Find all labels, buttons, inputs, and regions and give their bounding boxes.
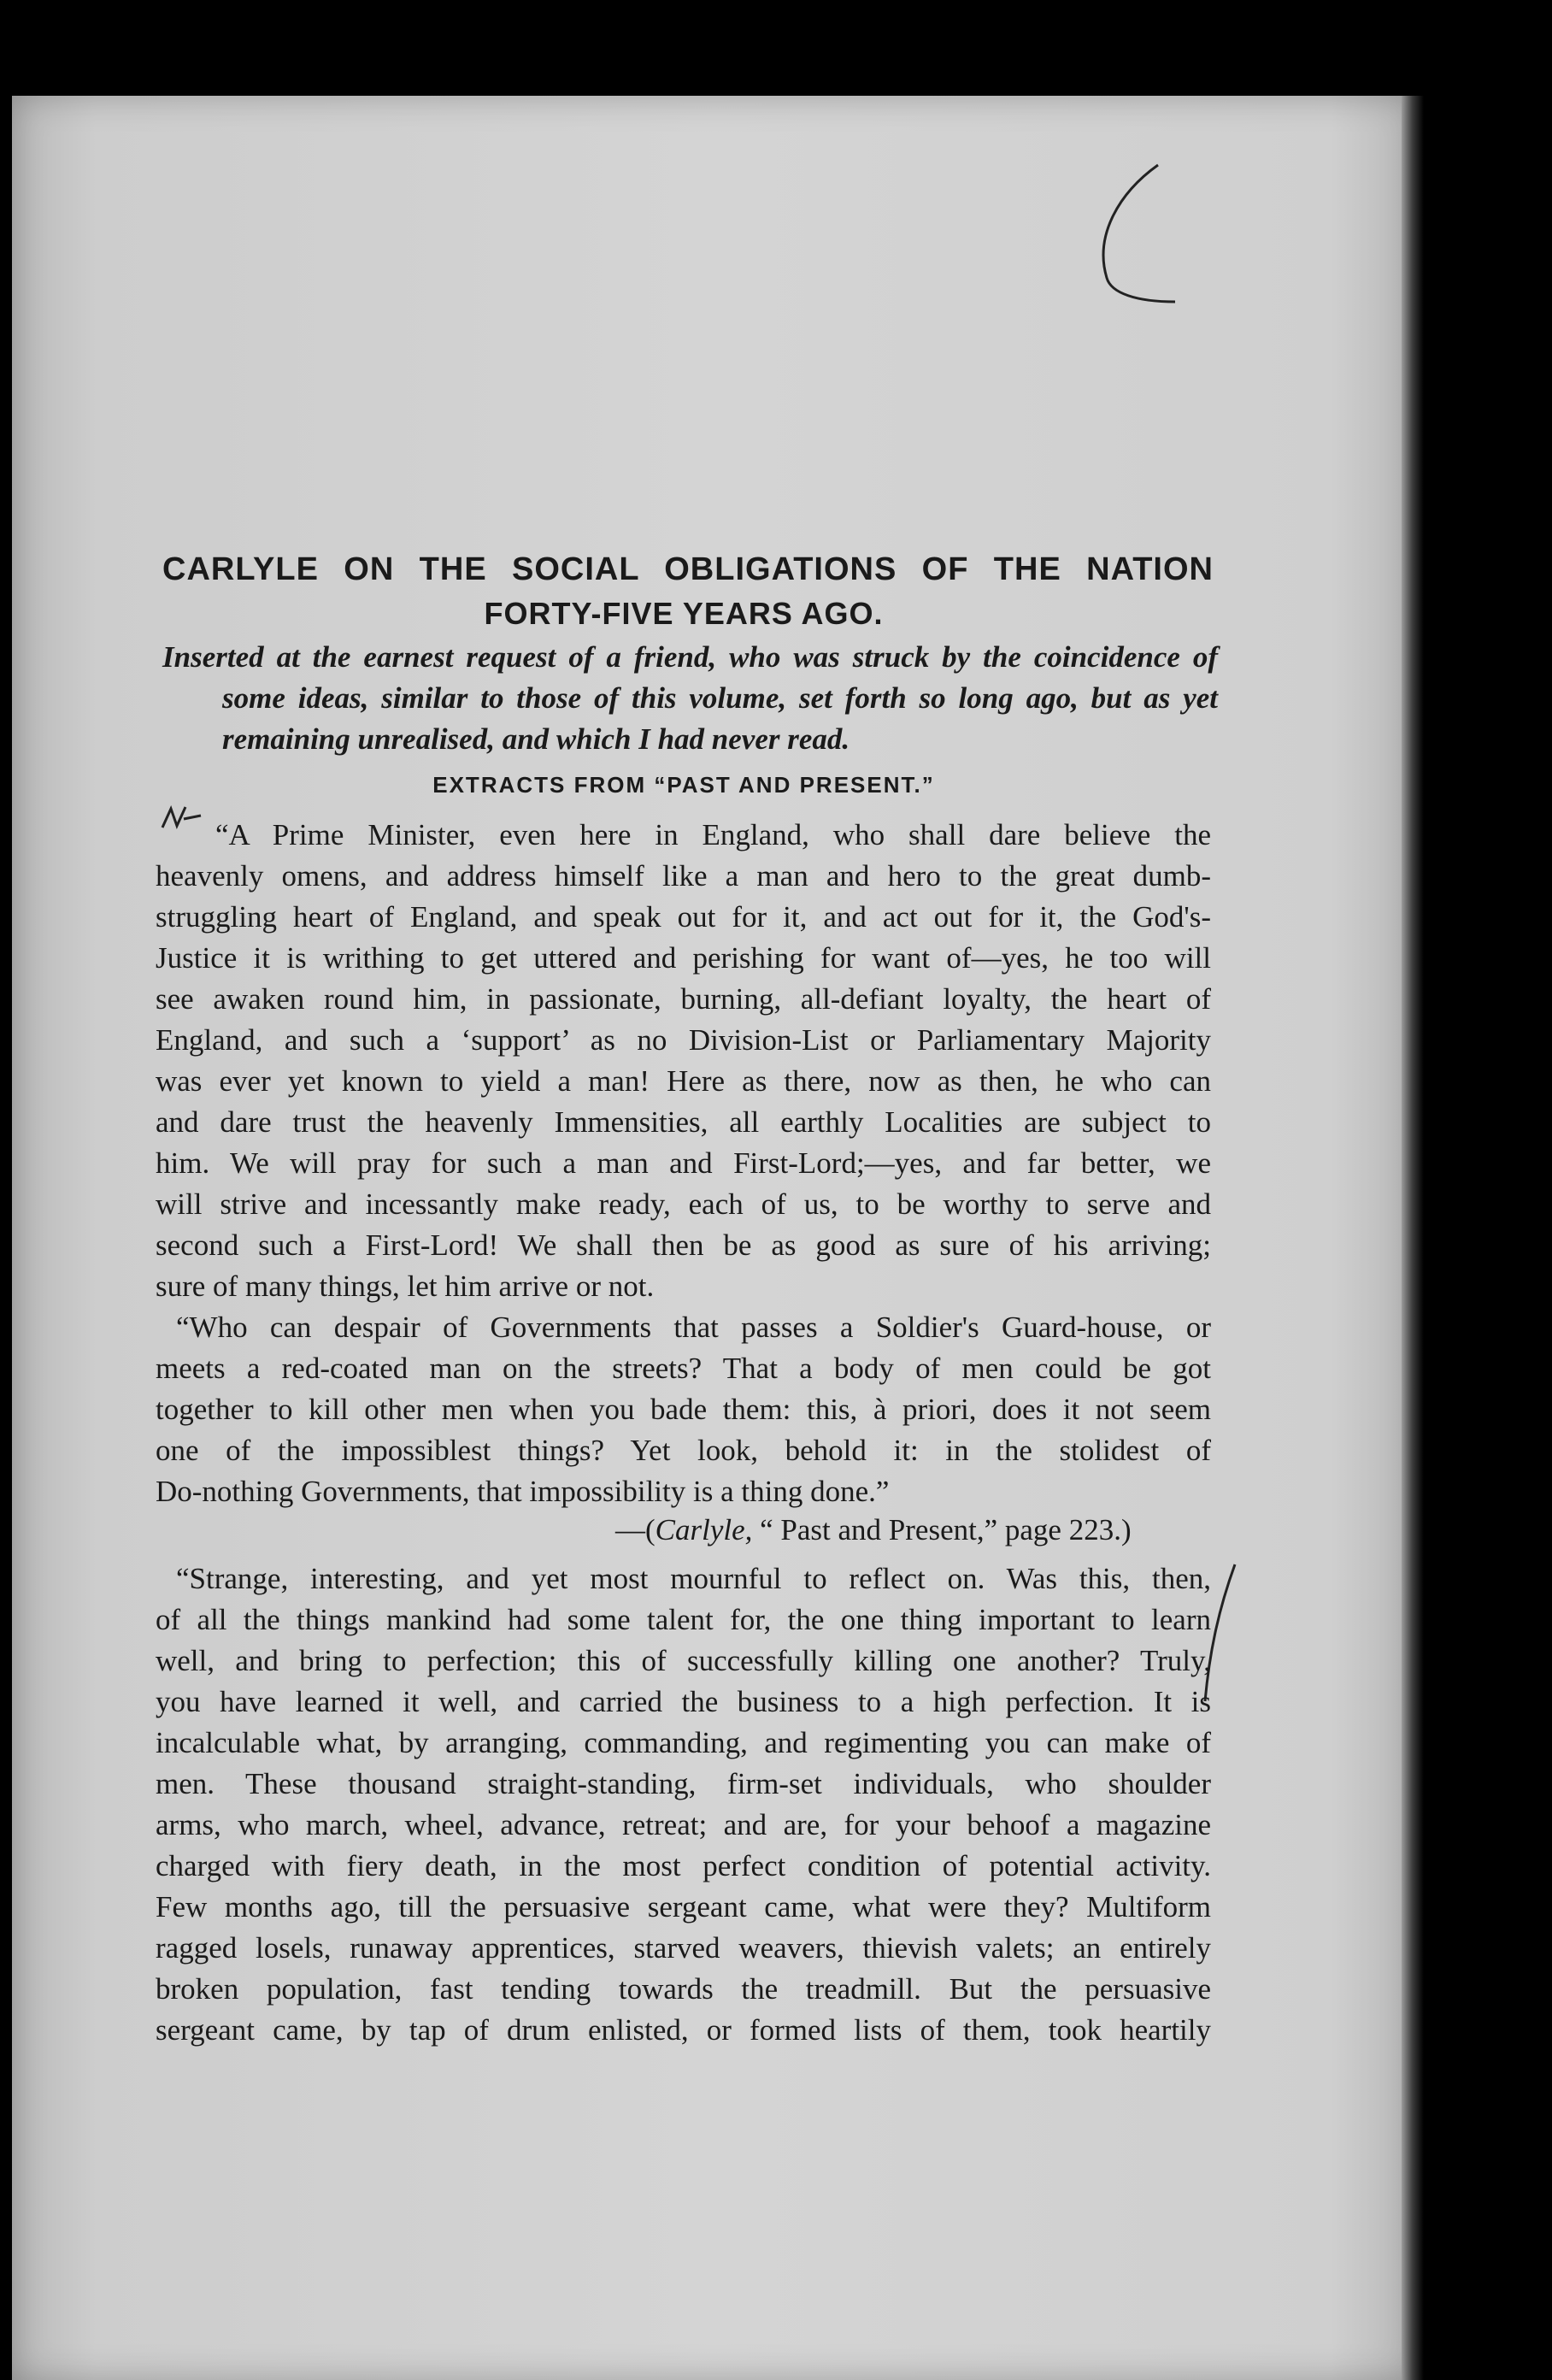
attribution-prefix: —(	[615, 1513, 655, 1546]
text-line: men. These thousand straight-standing, firm-set individuals, who shoulder	[156, 1767, 1211, 1800]
text-line: you have learned it well, and carried the business to a high perfection. It is	[156, 1685, 1211, 1718]
text-line: “Who can despair of Governments that passes a Soldier's Guard-house, or	[176, 1311, 1211, 1344]
text-line: arms, who march, wheel, advance, retreat; and are, for your behoof a magazine	[156, 1808, 1211, 1841]
paragraph-2	[156, 1307, 1211, 1512]
text-line: and dare trust the heavenly Immensities, all earthly Localities are subject to	[156, 1105, 1211, 1139]
intro-line: Inserted at the earnest request of a friend, who was struck by the coincidence of	[162, 640, 1218, 674]
text-line: incalculable what, by arranging, commanding, and regimenting you can make of	[156, 1726, 1211, 1759]
text-line: sure of many things, let him arrive or not.	[156, 1270, 655, 1303]
text-line: him. We will pray for such a man and First-Lord;—yes, and far better, we	[156, 1146, 1211, 1180]
text-line: will strive and incessantly make ready, each of us, to be worthy to serve and	[156, 1187, 1211, 1221]
text-line: struggling heart of England, and speak out for it, and act out for it, the God's-	[156, 900, 1211, 934]
text-line: heavenly omens, and address himself like a man and hero to the great dumb-	[156, 859, 1211, 892]
attribution-source: “ Past and Present,” page 223.)	[752, 1513, 1132, 1546]
text-line: Few months ago, till the persuasive sergeant came, what were they? Multiform	[156, 1890, 1211, 1923]
text-line: Justice it is writhing to get uttered and perishing for want of—yes, he too will	[156, 941, 1211, 975]
page-edge-shadow	[1402, 96, 1424, 2380]
text-line: well, and bring to perfection; this of successfully killing one another? Truly,	[156, 1644, 1211, 1677]
text-line: one of the impossiblest things? Yet look, behold it: in the stolidest of	[156, 1434, 1211, 1467]
text-line: Do-nothing Governments, that impossibility is a thing done.”	[156, 1475, 890, 1508]
attribution	[615, 1513, 1132, 1547]
text-line: sergeant came, by tap of drum enlisted, or formed lists of them, took heartily	[156, 2013, 1211, 2047]
paragraph-3	[156, 1558, 1211, 2051]
text-line: England, and such a ‘support’ as no Division-List or Parliamentary Majority	[156, 1023, 1211, 1057]
extracts-heading: EXTRACTS FROM “PAST AND PRESENT.”	[432, 772, 935, 798]
intro-line: remaining unrealised, and which I had never read.	[222, 722, 850, 756]
title-line-2: FORTY-FIVE YEARS AGO.	[484, 596, 884, 631]
attribution-author: Carlyle,	[655, 1513, 753, 1546]
text-line: broken population, fast tending towards the treadmill. But the persuasive	[156, 1972, 1211, 2006]
text-line: second such a First-Lord! We shall then be as good as sure of his arriving;	[156, 1228, 1211, 1262]
intro-line: some ideas, similar to those of this volume, set forth so long ago, but as yet	[222, 681, 1218, 715]
text-line: ragged losels, runaway apprentices, starved weavers, thievish valets; an entirely	[156, 1931, 1211, 1965]
text-line: of all the things mankind had some talent for, the one thing important to learn	[156, 1603, 1211, 1636]
text-line: charged with fiery death, in the most perfect condition of potential activity.	[156, 1849, 1211, 1882]
text-line: meets a red-coated man on the streets? That a body of men could be got	[156, 1352, 1211, 1385]
intro-note	[162, 637, 1218, 760]
text-line: “A Prime Minister, even here in England, who shall dare believe the	[215, 818, 1211, 851]
text-line: “Strange, interesting, and yet most mournful to reflect on. Was this, then,	[176, 1562, 1211, 1595]
paragraph-1	[156, 815, 1211, 1307]
title-line-1: CARLYLE ON THE SOCIAL OBLIGATIONS OF THE NATION	[162, 551, 1214, 587]
text-line: see awaken round him, in passionate, burning, all-defiant loyalty, the heart of	[156, 982, 1211, 1016]
text-line: was ever yet known to yield a man! Here as there, now as then, he who can	[156, 1064, 1211, 1098]
text-line: together to kill other men when you bade them: this, à priori, does it not seem	[156, 1393, 1211, 1426]
